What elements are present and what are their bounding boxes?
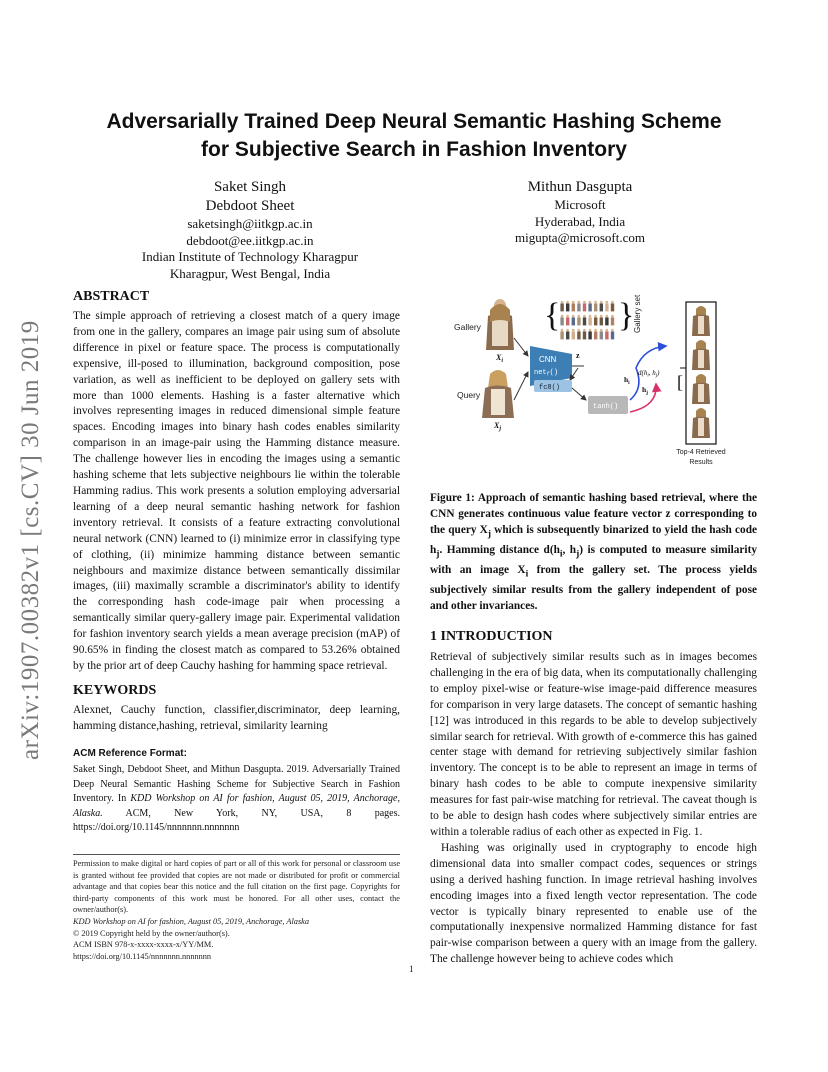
figure-1-diagram xyxy=(430,288,760,473)
z-label: z xyxy=(576,351,580,360)
gallery-thumb-head xyxy=(566,301,569,304)
gallery-thumb-body xyxy=(594,303,597,311)
page-number: 1 xyxy=(409,964,414,974)
keywords-text: Alexnet, Cauchy function, classifier,discriminator, deep learning, hamming distance,hashing, retrieval, similarity learning xyxy=(73,704,400,732)
gallery-label: Gallery xyxy=(454,322,481,332)
query-label: Query xyxy=(457,390,481,400)
gallery-thumb-head xyxy=(561,301,564,304)
gallery-thumb-body xyxy=(600,331,603,339)
gallery-model-image xyxy=(486,299,514,350)
gallery-thumb-head xyxy=(566,315,569,318)
gallery-thumb-head xyxy=(611,329,614,332)
author-affiliation: Indian Institute of Technology Kharagpur xyxy=(141,249,359,264)
gallery-thumb-body xyxy=(611,331,614,339)
gallery-thumb-body xyxy=(605,317,608,325)
gallery-thumb-head xyxy=(594,315,597,318)
gallery-thumb-body xyxy=(600,303,603,311)
gallery-thumb-head xyxy=(600,315,603,318)
gallery-thumb-body xyxy=(572,303,575,311)
author-location: Kharagpur, West Bengal, India xyxy=(169,265,331,281)
keywords-heading: KEYWORDS xyxy=(73,683,157,698)
gallery-thumb-body xyxy=(583,331,586,339)
xi-label: $X_i$ xyxy=(496,353,504,364)
top4-label-line1: Top-4 Retrieved xyxy=(676,449,726,456)
author-name: Debdoot Sheet xyxy=(205,198,295,214)
footnote-venue: KDD Workshop on AI for fashion, August 05, 2019, Anchorage, Alaska xyxy=(73,916,310,926)
gallery-thumb-head xyxy=(561,329,564,332)
author-name: Mithun Dasgupta xyxy=(527,179,633,195)
hj-label: $h_j$ xyxy=(642,385,649,396)
gallery-thumb-head xyxy=(589,315,592,318)
gallery-close-brace: } xyxy=(618,297,635,334)
gallery-thumb-body xyxy=(594,331,597,339)
gallery-thumb-body xyxy=(560,317,563,325)
gallery-thumb-head xyxy=(572,329,575,332)
gallery-thumb-head xyxy=(606,315,609,318)
author-email: debdoot@ee.iitkgp.ac.in xyxy=(186,232,314,248)
fc8-label: fc8() xyxy=(539,384,561,392)
result-thumb-top xyxy=(698,384,704,402)
introduction-paragraph-2: Hashing was originally used in cryptography to encode high dimensional data into smaller compact codes, sequences or strings using a derived hashing function. In image retrieval hashing involves encoding images into a fixed length vector representation. The code vector is typically binary represented to enable use of the computationally inexpensive normalized Hamming distance for fast pair-wise comparison between a query with an image from the gallery. The challenge however being to achieve codes which xyxy=(430,841,757,966)
abstract-text: The simple approach of retrieving a closest match of a query image from one in the gallery, compares an image pair using sum of absolute difference in pixel or feature space. The process is computationally expensive, ill-posed to illumination, background composition, pose variation, as well as inefficient to be deployed on gallery sets with more than 1000 elements. Hashing is a faster alternative which involves representing images in reduced dimensional simple feature spaces. Encoding images into binary hash codes enables similarity comparison in an image-pair using the Hamming distance measure. The challenge however lies in encoding the images using a semantic hashing scheme that lets subjective neighbours lie within the tolerable Hamming radius. This work presents a solution employing adversarial learning of a deep neural semantic hashing network for fashion inventory retrieval. It consists of a feature extracting convolutional neural network (CNN) learned to (i) minimize error in classifying type of clothing, (ii) minimize hamming distance between semantic neighbours and maximize distance between semantically dissimilar images, (iii) maximally scramble a discriminator's ability to identify the corresponding hash code-image pair when processing a semantically similar query-gallery image pair. Experimental validation for fashion inventory search yields a mean average precision (mAP) of 90.65% in finding the closest match as compared to 53.26% obtained by the prior art of deep Cauchy hashing for hamming space retrieval. xyxy=(73,310,400,672)
author-email: saketsingh@iitkgp.ac.in xyxy=(187,216,313,231)
gallery-thumb-body xyxy=(583,317,586,325)
acm-reference-text xyxy=(73,763,400,836)
tanh-label: tanh() xyxy=(593,403,619,411)
gallery-thumb-head xyxy=(578,301,581,304)
abstract-heading: ABSTRACT xyxy=(73,289,150,304)
gallery-thumb-body xyxy=(611,303,614,311)
top-4-results-images xyxy=(692,306,710,438)
gallery-thumb-head xyxy=(583,315,586,318)
introduction-text xyxy=(430,650,757,968)
gallery-thumb-body xyxy=(600,317,603,325)
gallery-thumb-body xyxy=(588,331,591,339)
gallery-thumb-body xyxy=(560,331,563,339)
title-line-1: Adversarially Trained Deep Neural Semantic Hashing Scheme xyxy=(106,110,722,133)
arxiv-identifier: arXiv:1907.00382v1 [cs.CV] 30 Jun 2019 xyxy=(17,320,44,760)
permission-notice: Permission to make digital or hard copies of part or all of this work for personal or classroom use is granted without fee provided that copies are not made or distributed for profit or commercial advantage and that copies bear this notice and the full citation on the first page. Copyrights for third-party components of this work must be honored. For all other uses, contact the owner/author(s). xyxy=(73,859,400,915)
author-block-left xyxy=(120,178,380,282)
result-thumb-top xyxy=(698,350,704,368)
introduction-paragraph-1: Retrieval of subjectively similar results such as in images becomes challenging in the era of big data, when its computationally challenging to employ pixel-wise or feature-wise image-paid difference measures for comparison in very large datasets. The concept of semantic hashing [12] was introduced in this regards to be able to develop subjectively similar search for retrieval. With growth of e-commerce this has gained center stage with demand for retrieving subjectively similar fashion inventory. The concept is to be able to represent an image in terms of binary hash codes to be able to compute inexpensive similarity measures for fast pair-wise matching for retrieval. The caveat though is to be able to design hash codes where subjectively similar entries are within a tolerable radius of each other as expected in Fig. 1. xyxy=(430,651,757,838)
gallery-thumb-body xyxy=(605,331,608,339)
introduction-heading: 1 INTRODUCTION xyxy=(430,629,553,644)
footnote xyxy=(73,858,400,962)
gallery-thumb-head xyxy=(589,301,592,304)
figure-1 xyxy=(430,288,760,473)
gallery-thumb-head xyxy=(594,301,597,304)
gallery-thumb-head xyxy=(611,301,614,304)
gallery-thumb-head xyxy=(606,329,609,332)
gallery-thumb-body xyxy=(566,331,569,339)
gallery-thumb-head xyxy=(561,315,564,318)
footnote-isbn: ACM ISBN 978-x-xxxx-xxxx-x/YY/MM. xyxy=(73,940,214,950)
figure-1-caption: Figure 1: Approach of semantic hashing based retrieval, where the CNN generates continuous value feature vector z corresponding to the query $X_j$ which is subsequently binarized to yield the hash code $h_j$. Hamming distance $d(h_i$, $h_j$) is computed to measure similarity with an image $X_i$ from the gallery set. The process yields subjectively similar results from the gallery independent of pose and other invariances. xyxy=(430,492,757,613)
gallery-thumb-body xyxy=(566,303,569,311)
gallery-thumb-body xyxy=(588,303,591,311)
footnote-doi: https://doi.org/10.1145/nnnnnnn.nnnnnnn xyxy=(73,951,212,961)
acm-reference-heading: ACM Reference Format: xyxy=(73,748,187,759)
gallery-thumb-head xyxy=(583,329,586,332)
gallery-thumb-body xyxy=(588,317,591,325)
acm-reference-venue: KDD Workshop on AI for fashion, August 05, 2019, Anchorage, Alaska. xyxy=(73,793,401,819)
gallery-thumb-body xyxy=(577,303,580,311)
gallery-thumb-head xyxy=(600,329,603,332)
gallery-thumb-body xyxy=(572,331,575,339)
author-affiliation: Microsoft xyxy=(554,197,606,212)
net-label: net$_f$() xyxy=(534,369,559,378)
gallery-thumb-head xyxy=(600,301,603,304)
xj-label: $X_j$ xyxy=(494,421,502,432)
results-open-bracket: [ xyxy=(677,372,683,392)
result-thumb-top xyxy=(698,418,704,436)
gallery-thumb-body xyxy=(566,317,569,325)
gallery-thumb-head xyxy=(606,301,609,304)
gallery-thumb-head xyxy=(578,329,581,332)
top4-label-line2: Results xyxy=(689,459,713,466)
distance-label: $d(h_i$, $h_j$) xyxy=(638,369,660,379)
title-line-2: for Subjective Search in Fashion Inventory xyxy=(201,138,627,161)
gallery-thumb-head xyxy=(566,329,569,332)
gallery-thumb-body xyxy=(577,331,580,339)
fc8-to-tanh-arrow xyxy=(572,388,586,400)
paper-title xyxy=(60,108,768,164)
acm-reference-part1: Saket Singh, Debdoot Sheet, and Mithun Dasgupta. 2019. Adversarially Trained Deep Neural Semantic Hashing Scheme for Subjective Search in Fashion Inventory. In xyxy=(73,764,400,804)
gallery-thumb-head xyxy=(611,315,614,318)
gallery-thumb-head xyxy=(589,329,592,332)
query-to-cnn-arrow xyxy=(514,372,528,400)
footnote-divider xyxy=(73,854,400,855)
acm-reference-part2: ACM, New York, NY, USA, 8 pages. https://doi.org/10.1145/nnnnnnn.nnnnnnn xyxy=(73,807,400,833)
gallery-thumb-head xyxy=(572,301,575,304)
gallery-to-cnn-arrow xyxy=(514,338,528,356)
gallery-thumb-body xyxy=(605,303,608,311)
gallery-thumb-body xyxy=(611,317,614,325)
author-email: migupta@microsoft.com xyxy=(514,230,646,245)
cnn-label: CNN xyxy=(539,355,557,364)
result-thumb-top xyxy=(698,316,704,334)
gallery-open-brace: { xyxy=(544,297,561,334)
gallery-thumb-head xyxy=(572,315,575,318)
author-name: Saket Singh xyxy=(213,179,287,195)
gallery-thumb-body xyxy=(594,317,597,325)
author-block-right xyxy=(480,178,680,247)
author-location: Hyderabad, India xyxy=(534,213,626,229)
gallery-thumb-head xyxy=(578,315,581,318)
hi-label: $h_i$ xyxy=(624,375,630,386)
gallery-set-label: Gallery set xyxy=(633,294,642,333)
gallery-thumb-head xyxy=(594,329,597,332)
query-model-image xyxy=(482,370,514,418)
gallery-thumb-body xyxy=(560,303,563,311)
gallery-thumb-head xyxy=(583,301,586,304)
gallery-set-thumbnails xyxy=(560,301,614,340)
gallery-thumb-body xyxy=(572,317,575,325)
gallery-thumb-body xyxy=(583,303,586,311)
footnote-copyright: © 2019 Copyright held by the owner/author(s). xyxy=(73,928,230,938)
gallery-thumb-body xyxy=(577,317,580,325)
